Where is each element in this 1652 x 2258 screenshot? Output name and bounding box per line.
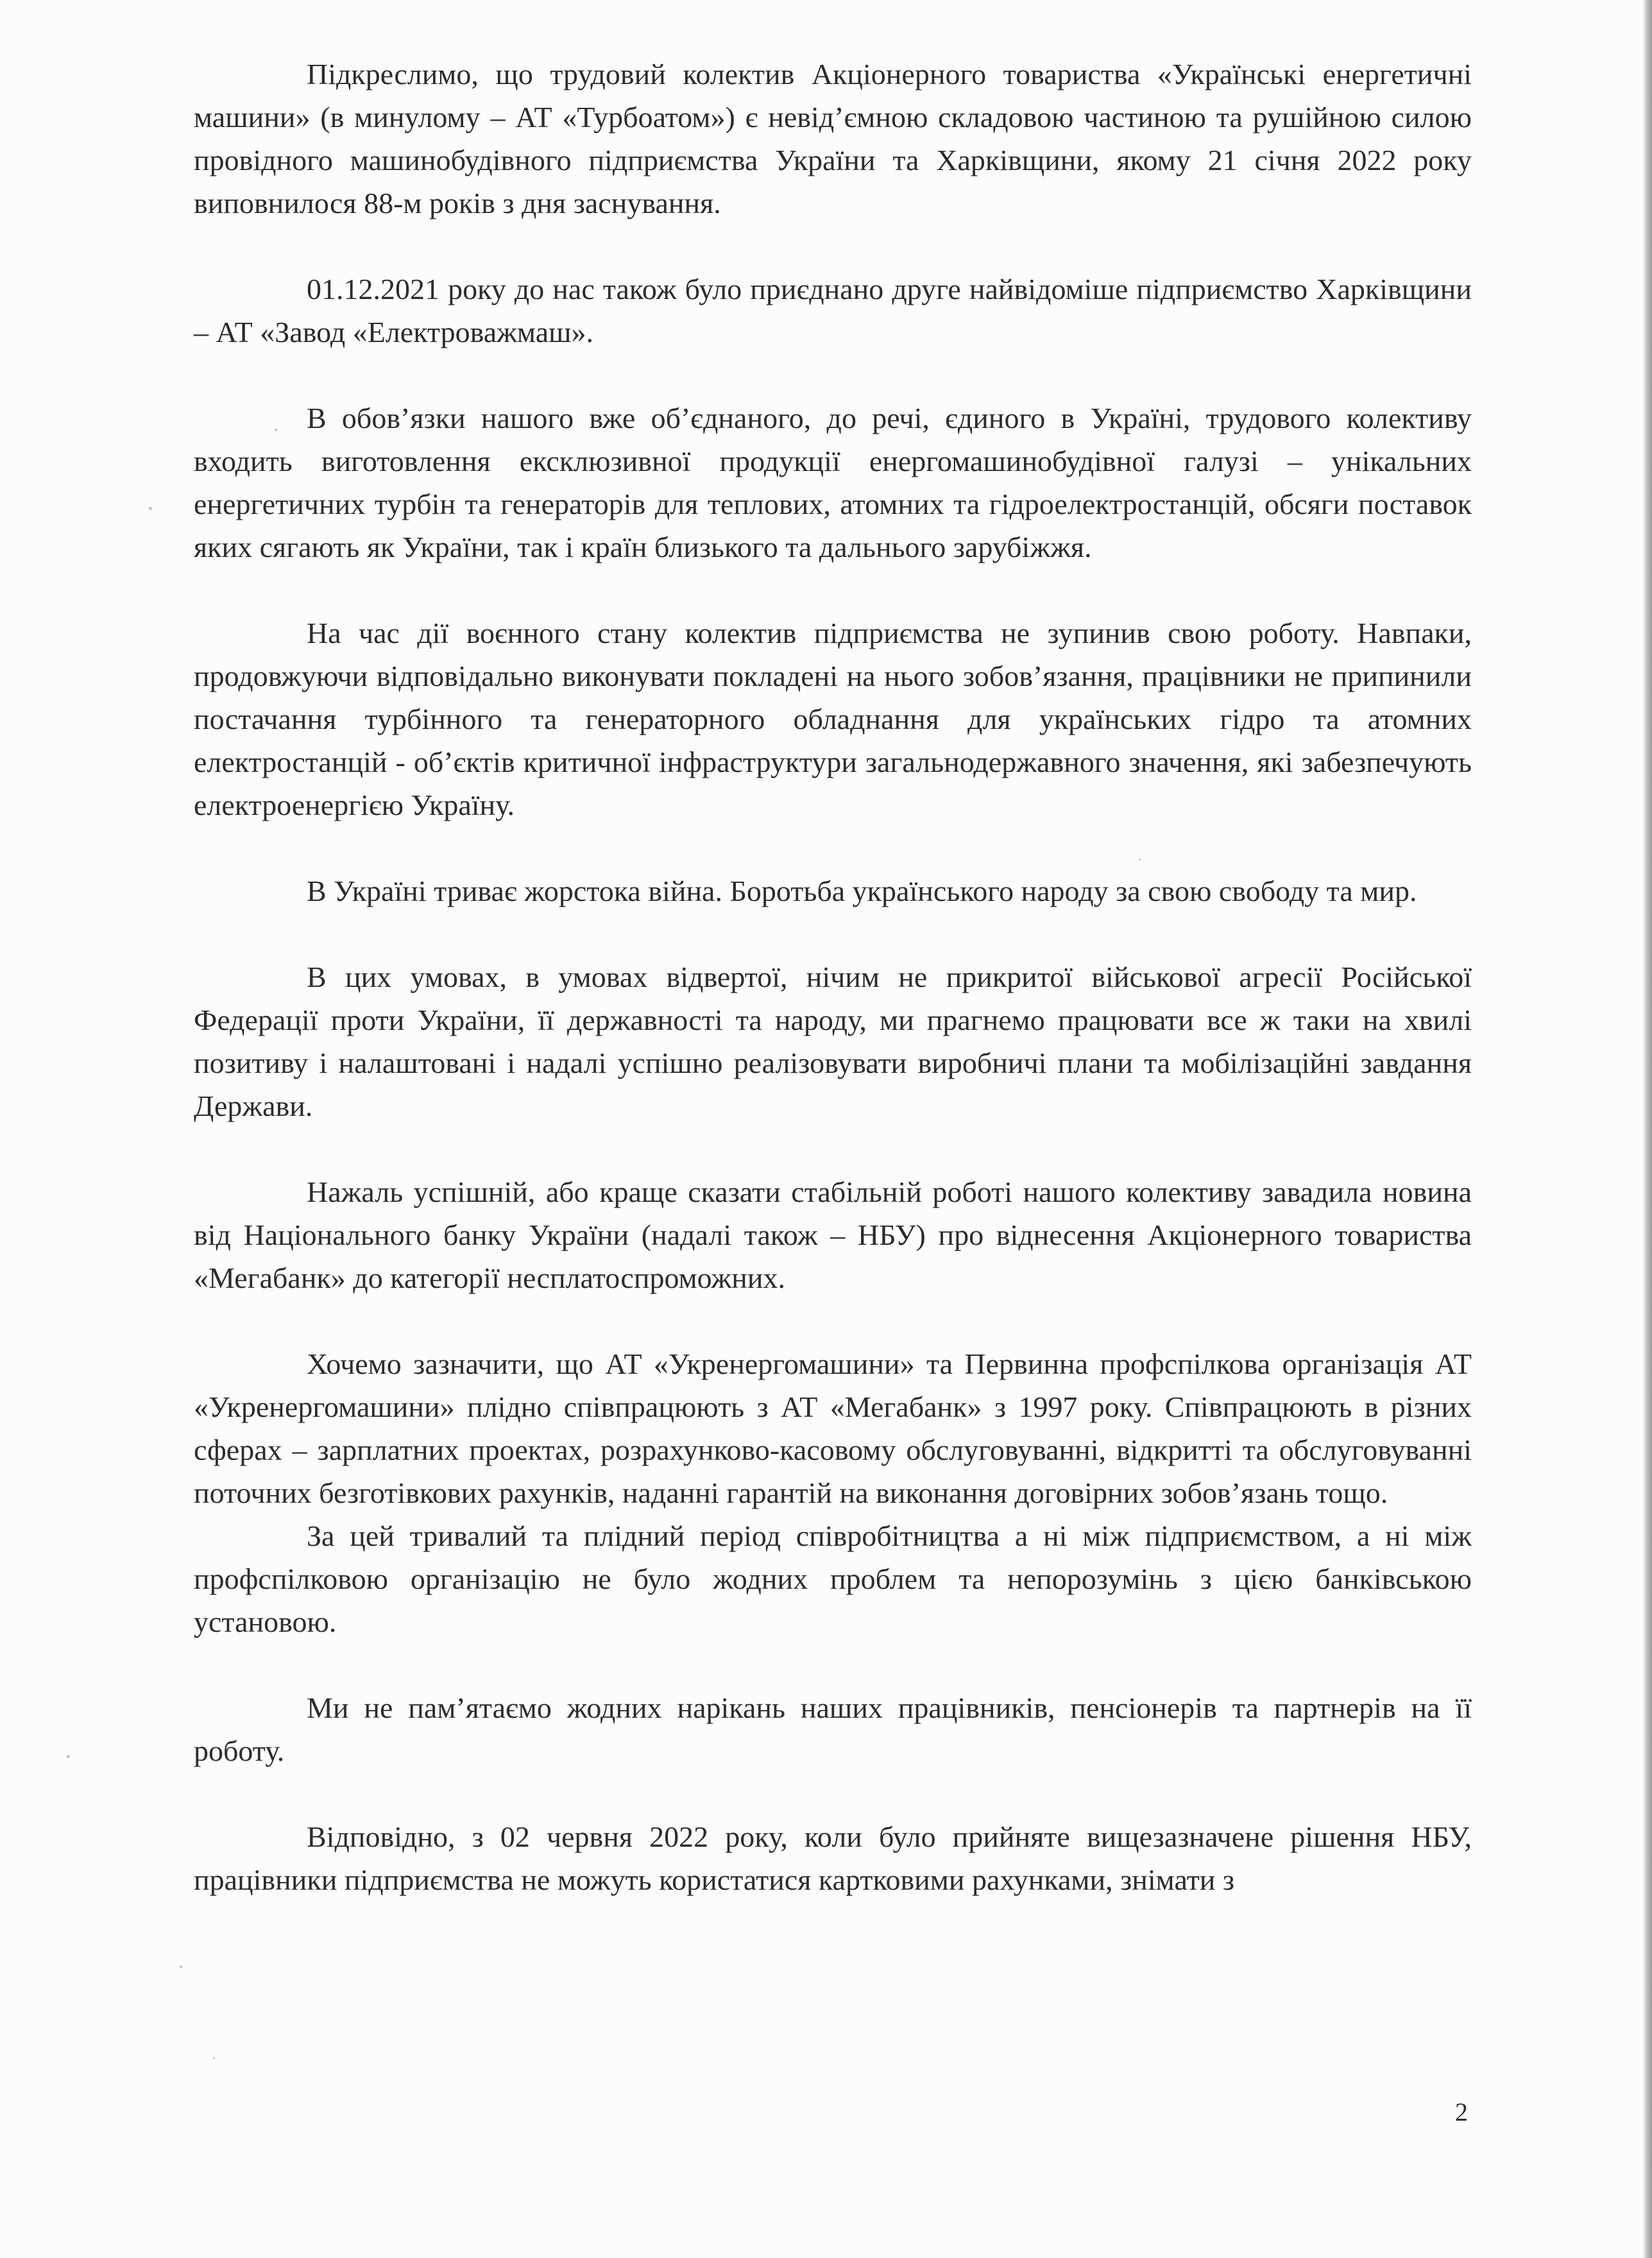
scan-edge-shadow xyxy=(1643,0,1652,2258)
paragraph-gap xyxy=(194,1643,1472,1686)
scan-speck xyxy=(180,1965,182,1968)
scan-speck xyxy=(67,1755,70,1758)
paragraph-6: В цих умовах, в умовах відвертої, нічим не прикритої військової агресії Російської Федерації проти України, її державності та народу, ми прагнемо працювати все ж таки на хвилі позитиву і налаштовані і надалі успішно реалізовувати виробничі плани та мобілізаційні завдання Держави. xyxy=(194,961,1472,1122)
scan-speck xyxy=(213,2057,215,2059)
paragraph-3: В обов’язки нашого вже об’єднаного, до речі, єдиного в Україні, трудового колективу входить виготовлення ексклюзивної продукції енергомашинобудівної галузі – унікальних енергетичних турбін та генераторів для теплових, атомних та гідроелектростанцій, обсяги поставок яких сягають як України, так і країн близького та дальнього зарубіжжя. xyxy=(194,402,1472,563)
paragraph-7: Нажаль успішній, або краще сказати стабільній роботі нашого колективу завадила новина від Національного банку України (надалі також – НБУ) про віднесення Акціонерного товариства «Мегабанк» до категорії несплатоспроможних. xyxy=(194,1176,1472,1294)
paragraph-5: В Україні триває жорстока війна. Боротьба українського народу за свою свободу та мир. xyxy=(307,875,1417,907)
paragraph-1: Підкреслимо, що трудовий колектив Акціонерного товариства «Українські енергетичні машини» (в минулому – АТ «Турбоатом») є невід’ємною складовою частиною та рушійною силою провідного машинобудівного підприємства України та Харківщини, якому 21 січня 2022 року виповнилося 88-м років з дня заснування. xyxy=(194,58,1472,219)
paragraph-9: За цей тривалий та плідний період співробітництва а ні між підприємством, а ні між профспілковою організацію не було жодних проблем та непорозумінь з цією банківською установою. xyxy=(194,1519,1472,1638)
paragraph-8: Хочемо зазначити, що АТ «Укренергомашини» та Первинна профспілкова організація АТ «Укренергомашини» плідно співпрацюють з АТ «Мегабанк» з 1997 року. Співпрацюють в різних сферах – зарплатних проектах, розрахунково-касовому обслуговуванні, відкритті та обслуговуванні поточних безготівкових рахунків, наданні гарантій на виконання договірних зобов’язань тощо. xyxy=(194,1347,1472,1509)
paragraph-gap xyxy=(194,1299,1472,1342)
scan-speck xyxy=(149,507,152,510)
paragraph-gap xyxy=(194,354,1472,397)
paragraph-11: Відповідно, з 02 червня 2022 року, коли було прийняте вищезазначене рішення НБУ, працівники підприємства не можуть користатися картковими рахунками, знімати з xyxy=(194,1820,1472,1896)
paragraph-gap xyxy=(194,1772,1472,1815)
paragraph-gap xyxy=(194,1127,1472,1170)
paragraph-gap xyxy=(194,912,1472,955)
page-number: 2 xyxy=(1455,2098,1468,2126)
paragraph-2: 01.12.2021 року до нас також було приєднано друге найвідоміше підприємство Харківщини – АТ «Завод «Електроважмаш». xyxy=(194,273,1472,348)
paragraph-gap xyxy=(194,826,1472,869)
paragraph-4: На час дії воєнного стану колектив підприємства не зупинив свою роботу. Навпаки, продовжуючи відповідально виконувати покладені на нього зобов’язання, працівники не припинили постачання турбінного та генераторного обладнання для українських гідро та атомних електростанцій - об’єктів критичної інфраструктури загальнодержавного значення, які забезпечують електроенергією Україну. xyxy=(194,617,1472,821)
paragraph-gap xyxy=(194,569,1472,612)
paragraph-gap xyxy=(194,225,1472,268)
paragraph-10: Ми не пам’ятаємо жодних нарікань наших працівників, пенсіонерів та партнерів на її роботу. xyxy=(194,1691,1472,1767)
document-body xyxy=(194,53,1472,1901)
